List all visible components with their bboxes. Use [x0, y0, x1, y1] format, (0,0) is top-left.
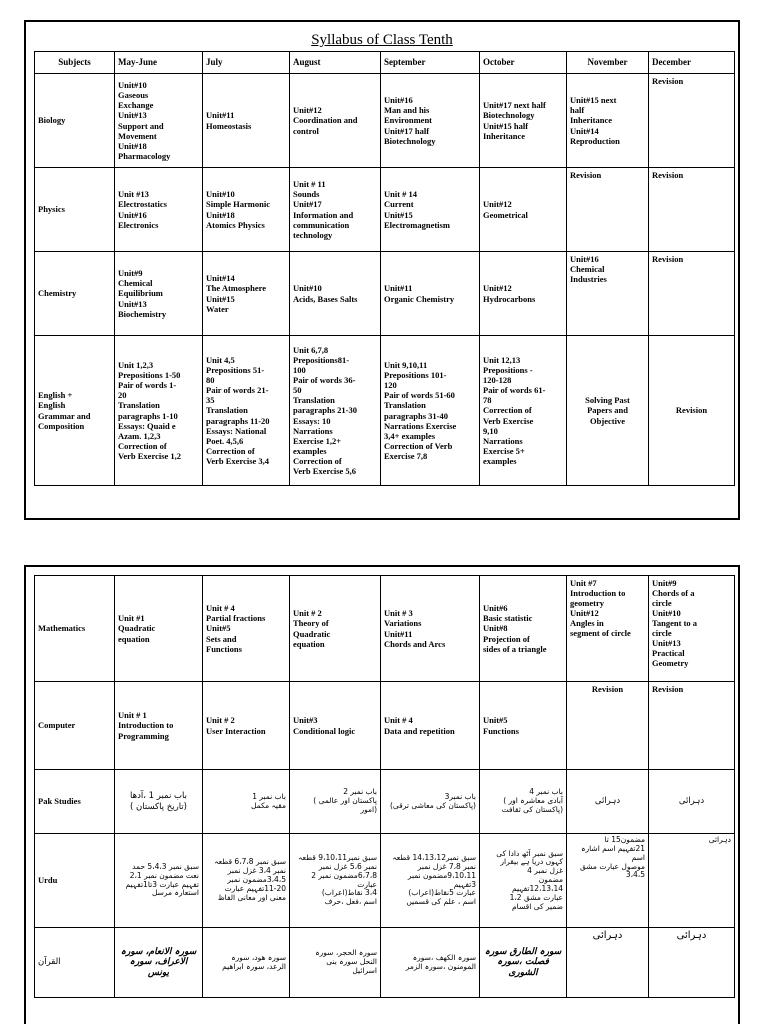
header-row [35, 52, 735, 74]
column-header-july: July [203, 52, 290, 74]
table-row-biology [35, 74, 735, 168]
subject-cell: القرآن [35, 928, 115, 998]
schedule-cell: دہرائی [649, 928, 735, 998]
subject-cell: Mathematics [35, 576, 115, 682]
schedule-cell: Unit # 2 User Interaction [203, 682, 290, 770]
schedule-cell: Unit # 11 Sounds Unit#17 Information and communication technology [290, 168, 381, 252]
schedule-cell: سبق نمبر9،10،11 قطعہ نمبر 5،6 غزل نمبر 6،7،8مضمون نمبر 2 عبارت 3،4 نقاط(اعراب) اسم ،فعل ،حرف [290, 834, 381, 928]
schedule-cell: Revision [649, 74, 735, 168]
schedule-cell: Unit 6,7,8 Prepositions81- 100 Pair of words 36- 50 Translation paragraphs 21-30 Essays: 10 Narrations Exercise 1,2+ examples Correction of Verb Exercise 5,6 [290, 336, 381, 486]
subject-cell: Pak Studies [35, 770, 115, 834]
column-header-october: October [480, 52, 567, 74]
subject-cell: Biology [35, 74, 115, 168]
schedule-cell: Unit 4,5 Prepositions 51- 80 Pair of words 21- 35 Translation paragraphs 11-20 Essays: National Poet. 4,5,6 Correction of Verb Exercise 3,4 [203, 336, 290, 486]
schedule-cell: Unit #1 Quadratic equation [115, 576, 203, 682]
subject-cell: Physics [35, 168, 115, 252]
schedule-cell: Unit 1,2,3 Prepositions 1-50 Pair of words 1- 20 Translation paragraphs 1-10 Essays: Quaid e Azam. 1,2,3 Correction of Verb Exercise 1,2 [115, 336, 203, 486]
schedule-cell: Unit#12 Coordination and control [290, 74, 381, 168]
syllabus-table-2 [34, 575, 735, 998]
subject-cell: English + English Grammar and Composition [35, 336, 115, 486]
schedule-cell: Unit#11 Homeostasis [203, 74, 290, 168]
table-row-english [35, 336, 735, 486]
table-row-physics [35, 168, 735, 252]
schedule-cell: Unit#12 Geometrical [480, 168, 567, 252]
table-row-quran [35, 928, 735, 998]
schedule-cell: باب نمبر 2 پاکستان اور عالمی ) (امور [290, 770, 381, 834]
schedule-cell: سورہ ھود، سورہ الرعد، سورہ ابراھیم [203, 928, 290, 998]
schedule-cell: Unit#3 Conditional logic [290, 682, 381, 770]
schedule-cell: Unit # 4 Data and repetition [381, 682, 480, 770]
schedule-cell: Unit #7 Introduction to geometry Unit#12 Angles in segment of circle [567, 576, 649, 682]
schedule-cell: Unit 9,10,11 Prepositions 101- 120 Pair of words 51-60 Translation paragraphs 31-40 Narrations Exercise 3,4+ examples Correction of Verb Exercise 7,8 [381, 336, 480, 486]
schedule-cell: Unit # 2 Theory of Quadratic equation [290, 576, 381, 682]
schedule-cell: Unit # 4 Partial fractions Unit#5 Sets and Functions [203, 576, 290, 682]
column-header-december: December [649, 52, 735, 74]
schedule-cell: دہرائی [567, 770, 649, 834]
schedule-cell: Unit # 14 Current Unit#15 Electromagnetism [381, 168, 480, 252]
schedule-cell: Unit 12,13 Prepositions - 120-128 Pair of words 61- 78 Correction of Verb Exercise 9,10 Narrations Exercise 5+ examples [480, 336, 567, 486]
schedule-cell: باب نمبر 1 مقیہ مکمل [203, 770, 290, 834]
schedule-cell: دہرائی [649, 834, 735, 928]
schedule-cell: Unit#12 Hydrocarbons [480, 252, 567, 336]
subject-cell: Chemistry [35, 252, 115, 336]
schedule-cell: سبق نمبر 5،4،3 حمد نعت مضمون نمبر 2،1 تفہیم عبارت 3تا1تفہیم استعارہ مرسل [115, 834, 203, 928]
schedule-cell: Unit # 1 Introduction to Programming [115, 682, 203, 770]
schedule-cell: Revision [567, 168, 649, 252]
schedule-cell: Revision [567, 682, 649, 770]
schedule-cell: Unit#10 Acids, Bases Salts [290, 252, 381, 336]
schedule-cell: سبق نمبر14،13،12 قطعہ نمبر 7،8 غزل نمبر 9،10،11مضمون نمبر 3تفہیم عبارت 5نقاط(اعراب) اسم ، علم کی قسمیں [381, 834, 480, 928]
schedule-cell: سبق نمبر آٹھ دادا کی کہوں دریا ہے بیقرار غزل نمبر 4 مضمون 12،13،14تفہیم عبارت مشق 1،2 ضمیر کی اقسام [480, 834, 567, 928]
schedule-cell: مضمون15 تا 21تفہیم اسم اشارہ اسم موصول عبارت مشق 3،4،5 [567, 834, 649, 928]
schedule-cell: Unit #13 Electrostatics Unit#16 Electronics [115, 168, 203, 252]
schedule-cell: Unit#15 next half Inheritance Unit#14 Reproduction [567, 74, 649, 168]
schedule-cell: Unit#10 Simple Harmonic Unit#18 Atomics Physics [203, 168, 290, 252]
table-row-urdu [35, 834, 735, 928]
schedule-cell: Unit#16 Chemical Industries [567, 252, 649, 336]
schedule-cell: دہرائی [567, 928, 649, 998]
schedule-cell: Unit#17 next half Biotechnology Unit#15 half Inheritance [480, 74, 567, 168]
table-row-computer [35, 682, 735, 770]
schedule-cell: Unit#9 Chords of a circle Unit#10 Tangent to a circle Unit#13 Practical Geometry [649, 576, 735, 682]
column-header-subjects: Subjects [35, 52, 115, 74]
schedule-cell: سورہ الکھف ،سورہ المومنون ،سورہ الزمر [381, 928, 480, 998]
table-row-chemistry [35, 252, 735, 336]
schedule-cell: سبق نمبر 6،7،8 قطعہ نمبر 3،4 غزل نمبر 3،4،5مضمون نمبر 11-20تفہیم عبارت معنی اور معانی الفاظ [203, 834, 290, 928]
schedule-cell: Unit#16 Man and his Environment Unit#17 half Biotechnology [381, 74, 480, 168]
schedule-cell: Unit#10 Gaseous Exchange Unit#13 Support and Movement Unit#18 Pharmacology [115, 74, 203, 168]
schedule-cell: Unit # 3 Variations Unit#11 Chords and Arcs [381, 576, 480, 682]
table-row-pak-studies [35, 770, 735, 834]
schedule-cell: باب نمبر 4 آبادی معاشرہ اور ) (پاکستان کی ثقافت [480, 770, 567, 834]
schedule-cell: سورہ الانعام، سورہ الاعراف، سورہ یونس [115, 928, 203, 998]
column-header-november: November [567, 52, 649, 74]
page-title: Syllabus of Class Tenth [311, 32, 453, 48]
schedule-cell: Revision [649, 682, 735, 770]
schedule-cell: Solving Past Papers and Objective [567, 336, 649, 486]
schedule-cell: Unit#11 Organic Chemistry [381, 252, 480, 336]
column-header-may-june: May-June [115, 52, 203, 74]
schedule-cell: Revision [649, 336, 735, 486]
column-header-august: August [290, 52, 381, 74]
column-header-september: September [381, 52, 480, 74]
syllabus-table-1 [34, 51, 735, 486]
schedule-cell: Unit#5 Functions [480, 682, 567, 770]
subject-cell: Computer [35, 682, 115, 770]
syllabus-page-2 [24, 565, 740, 1024]
schedule-cell: باب نمبر 1 ،آدھا (تاریخ پاکستان ) [115, 770, 203, 834]
schedule-cell: Revision [649, 252, 735, 336]
syllabus-page-1 [24, 20, 740, 520]
schedule-cell: سورہ الحجر، سورہ النحل سورہ بنی اسرائیل [290, 928, 381, 998]
schedule-cell: دہرائی [649, 770, 735, 834]
schedule-cell: Unit#6 Basic statistic Unit#8 Projection of sides of a triangle [480, 576, 567, 682]
schedule-cell: سورہ الطارق سورہ فصلت ،سورہ الشوری [480, 928, 567, 998]
schedule-cell: باب نمبر3 (پاکستان کی معاشی ترقی) [381, 770, 480, 834]
subject-cell: Urdu [35, 834, 115, 928]
schedule-cell: Unit#14 The Atmosphere Unit#15 Water [203, 252, 290, 336]
table-row-mathematics [35, 576, 735, 682]
schedule-cell: Revision [649, 168, 735, 252]
schedule-cell: Unit#9 Chemical Equilibrium Unit#13 Biochemistry [115, 252, 203, 336]
